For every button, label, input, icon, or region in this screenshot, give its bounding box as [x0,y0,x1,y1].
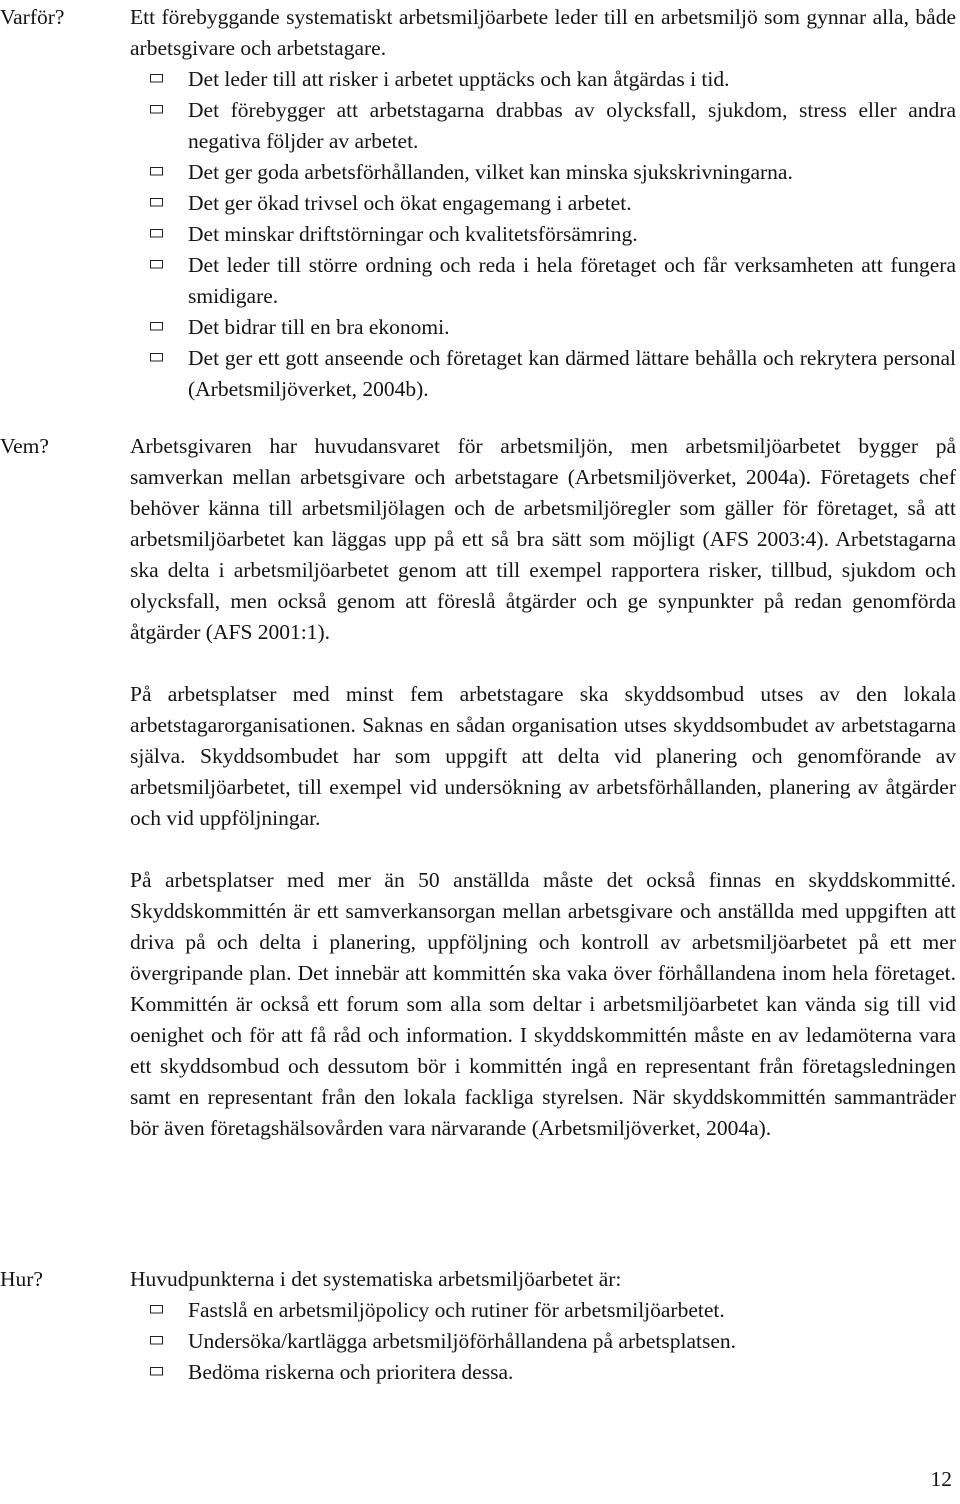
hur-bullet-list [130,1295,956,1388]
bullet-item [130,1295,956,1326]
margin-label-vem: Vem? [0,434,49,458]
section-varfor-content [130,2,956,405]
vem-paragraph-2: På arbetsplatser med minst fem arbetstagare ska skyddsombud utses av den lokala arbetstagarorganisationen. Saknas en sådan organisation utses skyddsombudet av arbetstagarna själva. Skyddsombudet har som uppgift att delta vid planering och genomförande av arbetsmiljöarbetet, till exempel vid undersökning av arbetsförhållanden, planering av åtgärder och vid uppföljningar. [130,682,956,830]
section-hur-content [130,1264,956,1388]
bullet-item [130,188,956,219]
square-bullet-icon [150,229,163,238]
bullet-item [130,250,956,312]
square-bullet-icon [150,353,163,362]
square-bullet-icon [150,322,163,331]
page-number: 12 [930,1467,952,1491]
hur-intro: Huvudpunkterna i det systematiska arbetsmiljöarbetet är: [130,1267,622,1291]
bullet-text: Det leder till större ordning och reda i hela företaget och får verksamheten att fungera smidigare. [188,253,956,308]
margin-label-varfor: Varför? [0,5,65,29]
square-bullet-icon [150,74,163,83]
section-vem-content [130,431,956,1144]
square-bullet-icon [150,198,163,207]
square-bullet-icon [150,1305,163,1314]
margin-label-hur: Hur? [0,1267,43,1291]
bullet-item [130,312,956,343]
bullet-item [130,343,956,405]
bullet-item [130,219,956,250]
varfor-bullet-list [130,64,956,405]
bullet-text: Det minskar driftstörningar och kvalitetsförsämring. [188,222,638,246]
bullet-text: Det ger ökad trivsel och ökat engagemang i arbetet. [188,191,632,215]
bullet-item [130,1326,956,1357]
vem-paragraph-1: Arbetsgivaren har huvudansvaret för arbetsmiljön, men arbetsmiljöarbetet bygger på samverkan mellan arbetsgivare och arbetstagare (Arbetsmiljöverket, 2004a). Företagets chef behöver känna till arbetsmiljölagen och de arbetsmiljöregler som gäller för företaget, så att arbetsmiljöarbetet kan läggas upp på ett så bra sätt som möjligt (AFS 2003:4). Arbetstagarna ska delta i arbetsmiljöarbetet genom att till exempel rapportera risker, tillbud, sjukdom och olycksfall, men också genom att föreslå åtgärder och ge synpunkter på redan genomförda åtgärder (AFS 2001:1). [130,434,956,644]
bullet-item [130,95,956,157]
bullet-text: Det bidrar till en bra ekonomi. [188,315,450,339]
bullet-item [130,1357,956,1388]
bullet-text: Det leder till att risker i arbetet upptäcks och kan åtgärdas i tid. [188,67,730,91]
bullet-text: Det ger ett gott anseende och företaget kan därmed lättare behålla och rekrytera personal (Arbetsmiljöverket, 2004b). [188,346,956,401]
bullet-text: Det ger goda arbetsförhållanden, vilket kan minska sjukskrivningarna. [188,160,793,184]
bullet-item [130,64,956,95]
bullet-item [130,157,956,188]
square-bullet-icon [150,1367,163,1376]
bullet-text: Undersöka/kartlägga arbetsmiljöförhållandena på arbetsplatsen. [188,1329,737,1353]
square-bullet-icon [150,260,163,269]
bullet-text: Det förebygger att arbetstagarna drabbas av olycksfall, sjukdom, stress eller andra negativa följder av arbetet. [188,98,956,153]
square-bullet-icon [150,1336,163,1345]
bullet-text: Fastslå en arbetsmiljöpolicy och rutiner för arbetsmiljöarbetet. [188,1298,725,1322]
vem-paragraph-3: På arbetsplatser med mer än 50 anställda måste det också finnas en skyddskommitté. Skyddskommittén är ett samverkansorgan mellan arbetsgivare och anställda med uppgiften att driva på och delta i planering, uppföljning och kontroll av arbetsmiljöarbetet på ett mer övergripande plan. Det innebär att kommittén ska vaka över förhållandena inom hela företaget. Kommittén är också ett forum som alla som deltar i arbetsmiljöarbetet kan vända sig till vid oenighet och för att få råd och information. I skyddskommittén måste en av ledamöterna vara ett skyddsombud och dessutom bör i kommittén ingå en representant från företagsledningen samt en representant från den lokala fackliga styrelsen. När skyddskommittén sammanträder bör även företagshälsovården vara närvarande (Arbetsmiljöverket, 2004a). [130,868,956,1140]
square-bullet-icon [150,105,163,114]
square-bullet-icon [150,167,163,176]
varfor-intro: Ett förebyggande systematiskt arbetsmiljöarbete leder till en arbetsmiljö som gynnar alla, både arbetsgivare och arbetstagare. [130,5,956,60]
bullet-text: Bedöma riskerna och prioritera dessa. [188,1360,514,1384]
